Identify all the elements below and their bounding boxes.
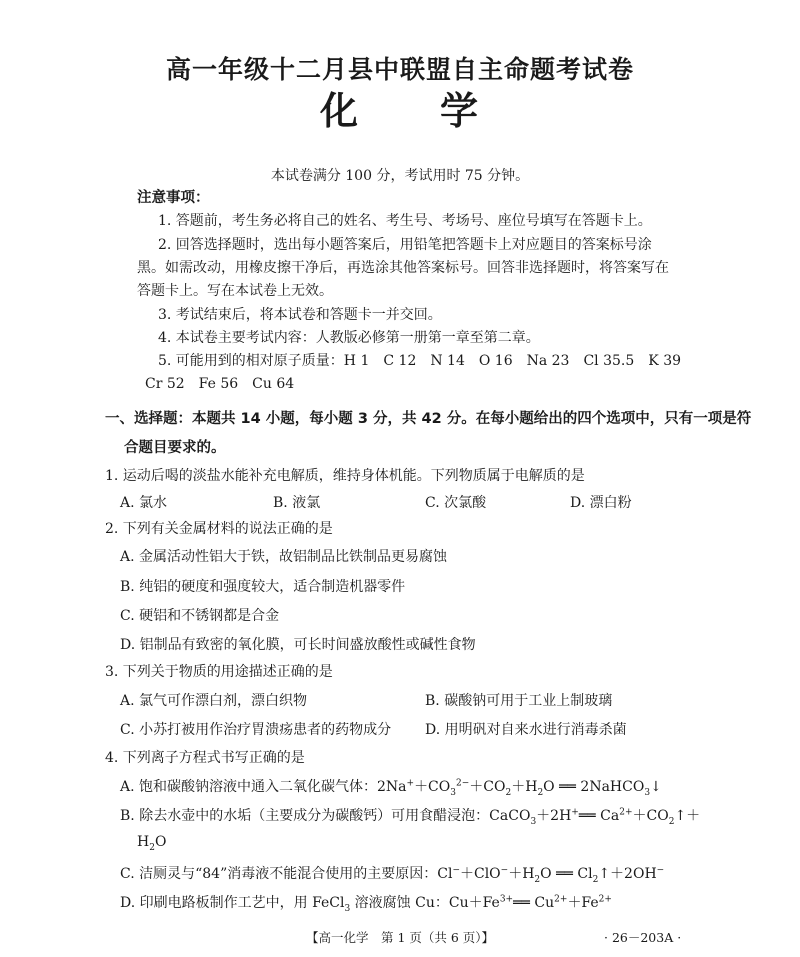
q4a-sub: 3	[644, 787, 651, 798]
q4-option-b-cont	[137, 834, 167, 853]
q4d-sub: 3	[344, 903, 351, 914]
q4d-text: 溶液腐蚀 Cu：Cu＋Fe	[350, 895, 500, 911]
q4b-text: B. 除去水壶中的水垢（主要成分为碳酸钙）可用食醋浸泡：CaCO	[120, 808, 531, 824]
q4b-sup: 2+	[619, 807, 633, 818]
subject-char-1: 化	[319, 89, 360, 133]
q4c-sup: −	[500, 865, 509, 876]
q3-option-a: A. 氯气可作漂白剂，漂白织物	[120, 693, 308, 709]
note-line: 3. 考试结束后，将本试卷和答题卡一并交回。	[158, 307, 442, 323]
q4d-sup: 3+	[499, 894, 514, 905]
note-line: Cr 52 Fe 56 Cu 64	[145, 376, 295, 392]
q4-option-c	[120, 863, 664, 883]
q4a-text: ＋CO	[469, 779, 506, 795]
q1-option-d: D. 漂白粉	[570, 495, 632, 511]
q4c-sub: 2	[534, 874, 541, 885]
q4c-text: C. 洁厕灵与“84”消毒液不能混合使用的主要原因：Cl	[120, 866, 453, 882]
subject-title	[0, 80, 800, 135]
q1-option-c: C. 次氯酸	[425, 495, 487, 511]
section-heading-cont: 合题目要求的。	[124, 440, 226, 456]
note-line: 1. 答题前，考生务必将自己的姓名、考生号、考场号、座位号填写在答题卡上。	[158, 213, 652, 229]
q4a-text: ↓	[650, 779, 662, 795]
q4a-text: O ══ 2NaHCO	[543, 779, 645, 795]
q2-option-a: A. 金属活动性铝大于铁，故铝制品比铁制品更易腐蚀	[120, 549, 448, 565]
q2-option-d: D. 铝制品有致密的氧化膜，可长时间盛放酸性或碱性食物	[120, 637, 476, 653]
q4b-sub: 2	[668, 816, 675, 827]
q4-option-d	[120, 892, 612, 912]
q2-option-b: B. 纯铝的硬度和强度较大，适合制造机器零件	[120, 579, 406, 595]
q4a-text: A. 饱和碳酸钠溶液中通入二氧化碳气体：2Na	[120, 779, 407, 795]
exam-info: 本试卷满分 100 分，考试用时 75 分钟。	[270, 168, 530, 184]
q4d-text: ══ Cu	[513, 895, 555, 911]
paper-code: · 26－203A ·	[604, 930, 682, 945]
q2-option-c: C. 硬铝和不锈钢都是合金	[120, 608, 280, 624]
note-line: 黑。如需改动，用橡皮擦干净后，再选涂其他答案标号。回答非选择题时，将答案写在	[137, 260, 669, 276]
note-line: 5. 可能用到的相对原子质量：H 1 C 12 N 14 O 16 Na 23 Cl 35.5 K 39	[158, 353, 682, 369]
q4-option-a	[120, 776, 662, 796]
q4a-sub: 2	[537, 787, 544, 798]
q4a-text: ＋H	[511, 779, 538, 795]
q3-option-b: B. 碳酸钠可用于工业上制玻璃	[425, 693, 613, 709]
q4c-text: ＋H	[508, 866, 535, 882]
q4b-sub: 2	[149, 842, 155, 853]
question-4-stem: 4. 下列离子方程式书写正确的是	[105, 750, 305, 766]
note-line: 4. 本试卷主要考试内容：人教版必修第一册第一章至第二章。	[158, 330, 540, 346]
q4b-sub: 3	[530, 816, 537, 827]
q4a-sup: +	[406, 778, 415, 789]
q1-option-a: A. 氯水	[120, 495, 168, 511]
q4b-text: ＋CO	[632, 808, 669, 824]
q4d-text: D. 印刷电路板制作工艺中，用 FeCl	[120, 895, 345, 911]
q4d-sup: 2+	[554, 894, 568, 905]
q4-option-b	[120, 805, 700, 825]
q4c-text: ＋ClO	[459, 866, 501, 882]
section-heading: 一、选择题：本题共 14 小题，每小题 3 分，共 42 分。在每小题给出的四个选项中，只有一项是符	[105, 411, 752, 427]
q4c-text: ↑＋2OH	[598, 866, 657, 882]
subject-char-2: 学	[440, 89, 481, 133]
q4a-sub: 3	[450, 787, 456, 798]
q3-option-c: C. 小苏打被用作治疗胃溃疡患者的药物成分	[120, 722, 392, 738]
q4a-text: ＋CO	[414, 779, 451, 795]
q4d-sup: 2+	[598, 894, 612, 905]
note-line: 2. 回答选择题时，选出每小题答案后，用铅笔把答题卡上对应题目的答案标号涂	[158, 237, 652, 253]
q4b-sup: +	[571, 807, 579, 818]
q4b-text: ══ Ca	[578, 808, 620, 824]
page-footer: 【高一化学 第 1 页（共 6 页）】	[305, 930, 495, 945]
q4c-sup: −	[452, 865, 460, 876]
q4c-sup: −	[656, 865, 665, 876]
q4a-sub: 2	[505, 787, 512, 798]
question-3-stem: 3. 下列关于物质的用途描述正确的是	[105, 664, 333, 680]
q4c-text: O ══ Cl	[540, 866, 593, 882]
q4b-text: H	[137, 834, 150, 850]
exam-title: 高一年级十二月县中联盟自主命题考试卷	[165, 55, 634, 84]
q4b-text: O	[154, 834, 167, 850]
notes-heading: 注意事项：	[137, 190, 210, 206]
q4d-text: ＋Fe	[567, 895, 599, 911]
q4b-text: ↑＋	[674, 808, 701, 824]
q1-option-b: B. 液氯	[273, 495, 321, 511]
q3-option-d: D. 用明矾对自来水进行消毒杀菌	[425, 722, 627, 738]
q4b-text: ＋2H	[536, 808, 572, 824]
question-1-stem: 1. 运动后喝的淡盐水能补充电解质，维持身体机能。下列物质属于电解质的是	[105, 468, 585, 484]
q4c-sub: 2	[592, 874, 599, 885]
q4a-sup: 2−	[456, 778, 470, 789]
note-line: 答题卡上。写在本试卷上无效。	[137, 283, 333, 299]
question-2-stem: 2. 下列有关金属材料的说法正确的是	[105, 521, 333, 537]
